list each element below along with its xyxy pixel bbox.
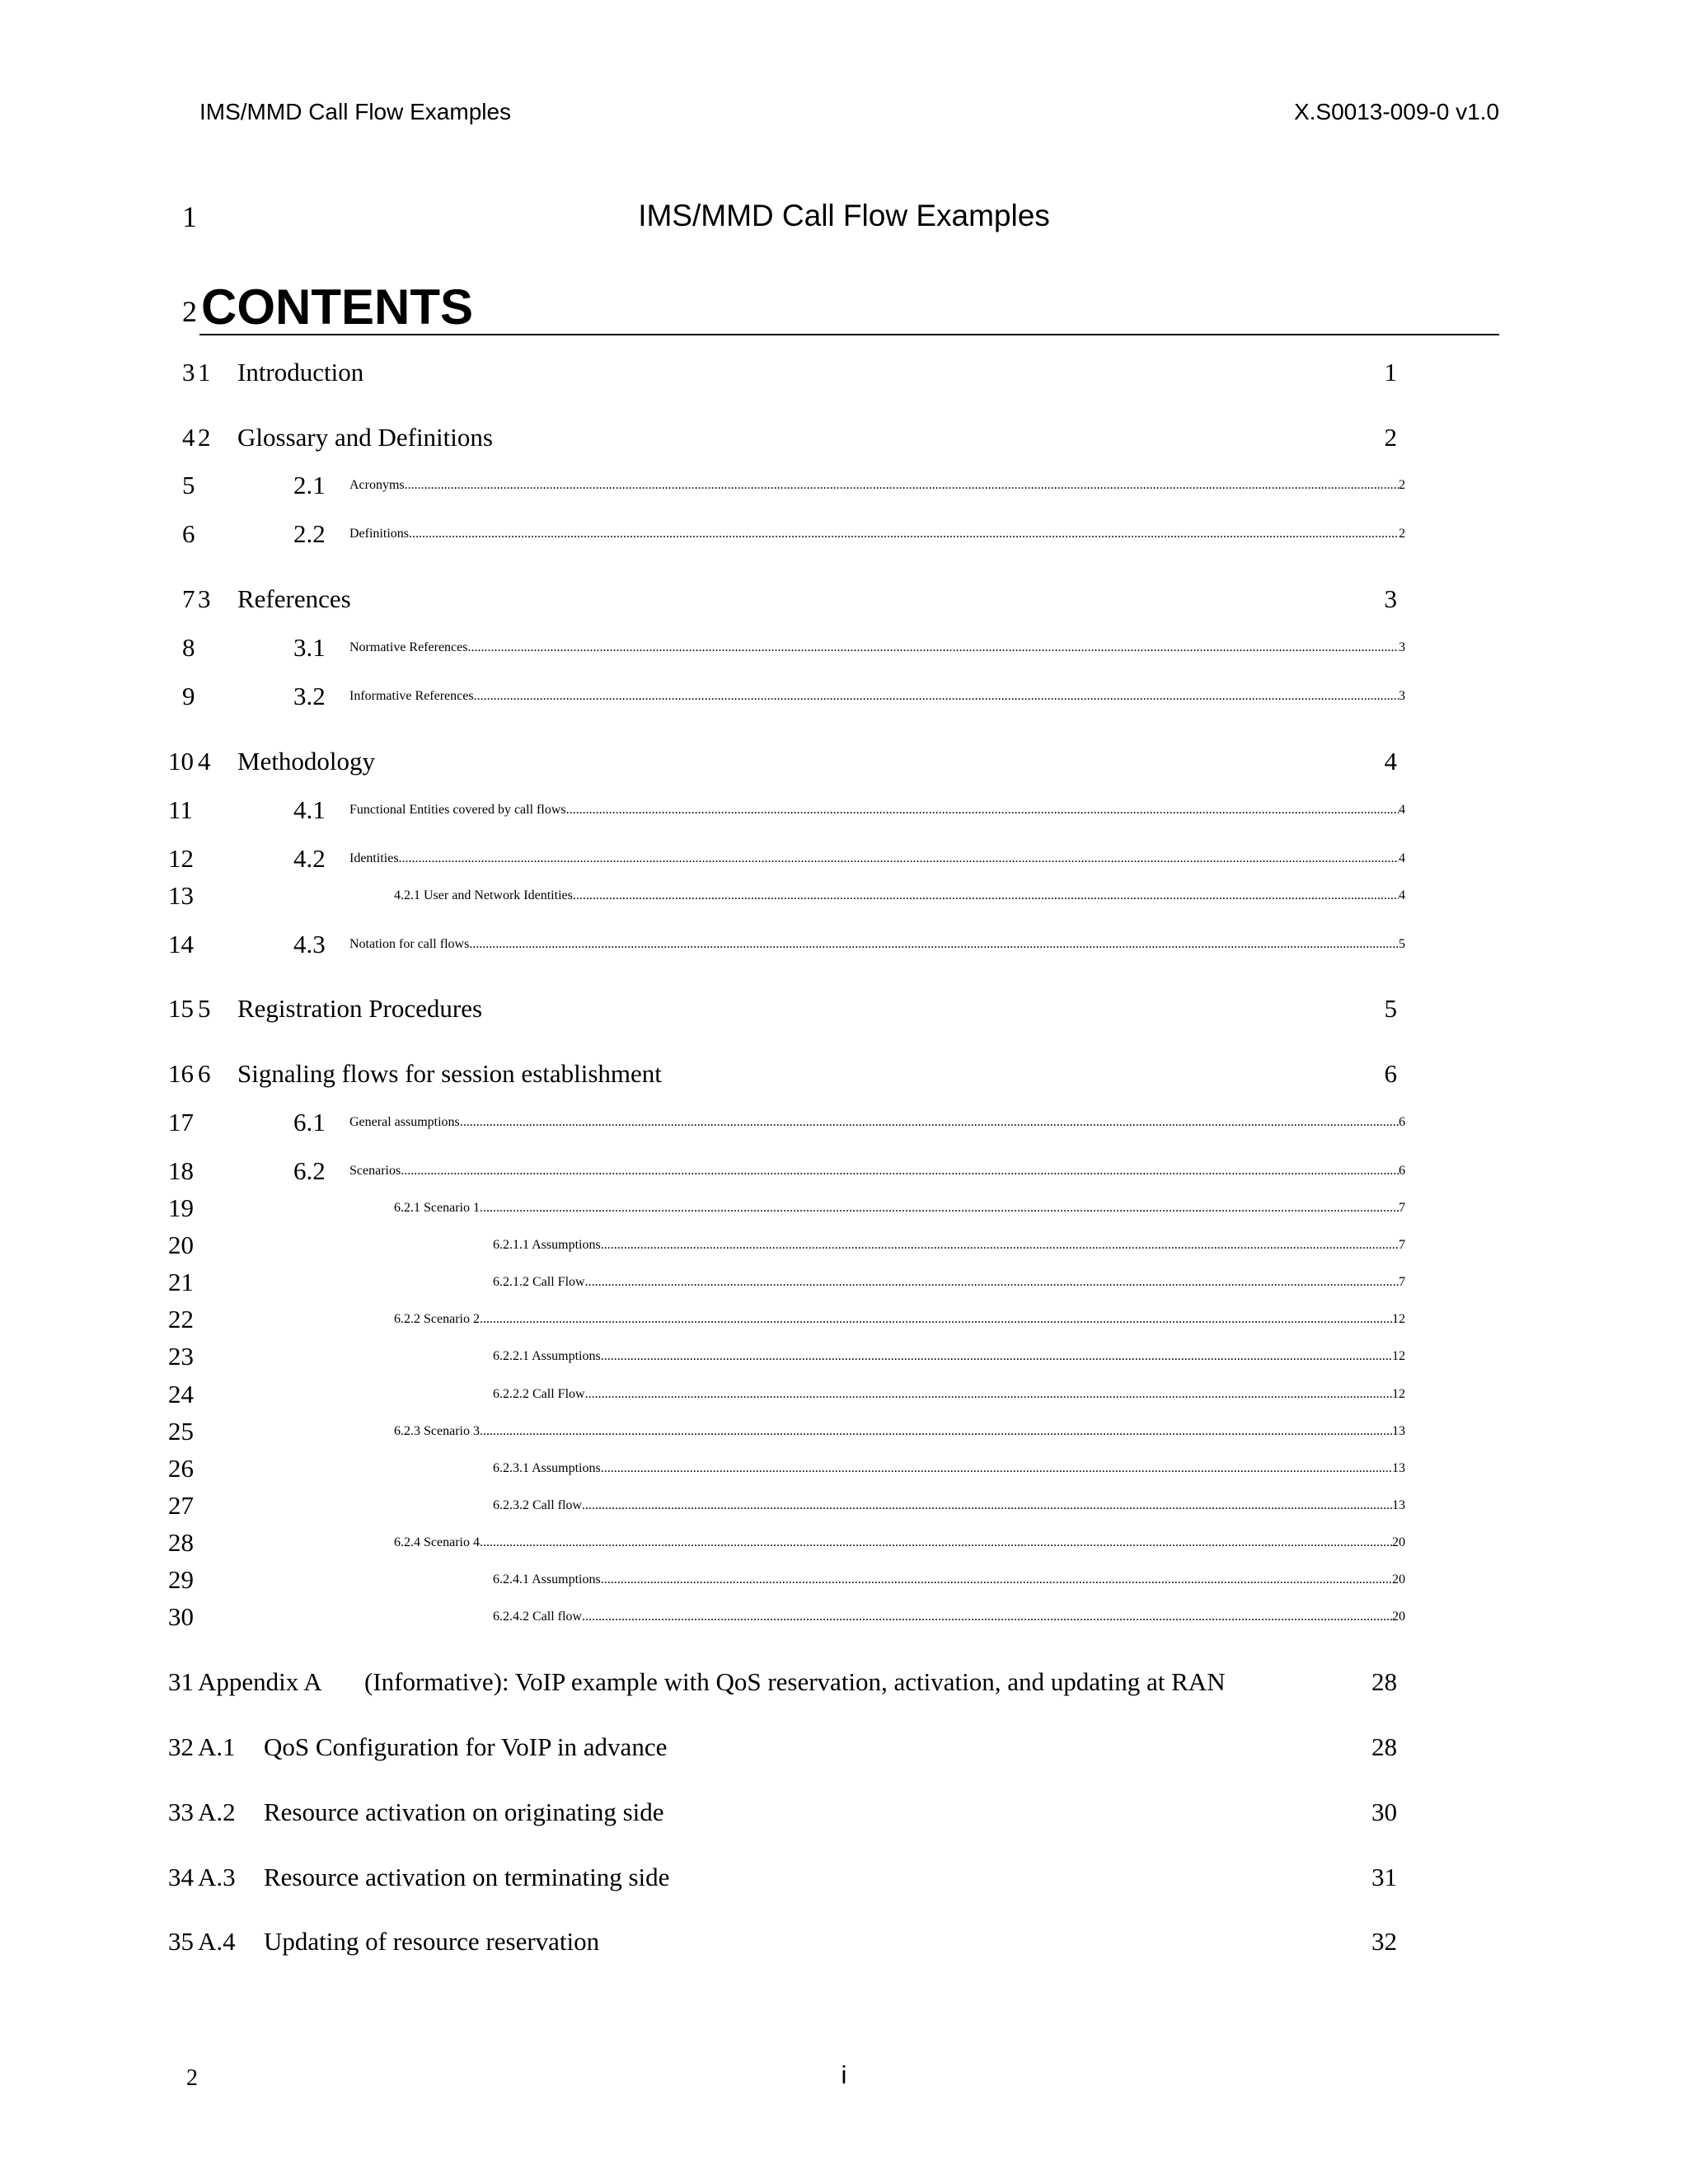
footer-page-number: i	[841, 2060, 847, 2089]
toc-entry[interactable]	[0, 630, 1688, 666]
toc-title: QoS Configuration for VoIP in advance	[264, 1732, 668, 1761]
toc-number: A.3	[198, 1863, 236, 1891]
toc-title: Definitions	[349, 527, 409, 541]
toc-dotted-line	[349, 841, 1405, 877]
toc-page: 6	[1384, 1059, 1397, 1088]
toc-title: 6.2.3 Scenario 3	[394, 1424, 480, 1438]
toc-entry[interactable]	[0, 841, 1688, 877]
toc-leader-dots	[601, 1451, 1392, 1487]
toc-dotted-line	[349, 1153, 1405, 1189]
toc-title: Identities	[349, 851, 399, 865]
toc-number: 3	[198, 584, 211, 613]
toc-page: 20	[1392, 1610, 1405, 1624]
toc-page: 2	[1399, 478, 1405, 492]
toc-number: A.2	[198, 1797, 236, 1826]
footer-line-number: 2	[186, 2065, 198, 2091]
toc-dotted-line	[493, 1488, 1405, 1524]
toc-entry[interactable]	[0, 581, 1688, 617]
toc-page: 4	[1399, 851, 1405, 865]
toc-title: Resource activation on terminating side	[264, 1863, 670, 1891]
line-number: 16	[168, 1059, 194, 1088]
toc-title: 4.2.1 User and Network Identities	[394, 888, 573, 902]
line-number: 10	[168, 747, 194, 776]
toc-page: 31	[1372, 1863, 1397, 1891]
toc-leader-dots	[601, 1338, 1392, 1375]
toc-entry[interactable]	[0, 1264, 1688, 1301]
toc-entry[interactable]	[0, 1562, 1688, 1598]
toc-page: 13	[1392, 1424, 1405, 1438]
toc-entry[interactable]	[0, 1153, 1688, 1189]
toc-title: 6.2.2.1 Assumptions	[493, 1349, 601, 1363]
toc-page: 12	[1392, 1387, 1405, 1401]
toc-entry[interactable]	[0, 419, 1688, 456]
line-number: 6	[182, 519, 195, 548]
line-number: 19	[168, 1193, 194, 1222]
toc-entry[interactable]	[0, 1056, 1688, 1092]
toc-page: 1	[1384, 358, 1397, 387]
toc-title: Resource activation on originating side	[264, 1797, 664, 1826]
toc-entry[interactable]	[0, 1376, 1688, 1413]
line-number: 31	[168, 1667, 194, 1696]
toc-dotted-line	[493, 1227, 1405, 1263]
toc-entry[interactable]	[0, 1599, 1688, 1635]
toc-leader-dots	[467, 630, 1399, 666]
toc-title: 6.2.4 Scenario 4	[394, 1535, 480, 1549]
toc-page: 4	[1399, 888, 1405, 902]
toc-entry[interactable]	[0, 1227, 1688, 1263]
toc-entry[interactable]	[0, 1729, 1688, 1765]
toc-leader-dots	[601, 1227, 1399, 1263]
toc-dotted-line	[394, 1413, 1405, 1450]
toc-page: 7	[1399, 1201, 1405, 1215]
line-number: 5	[182, 471, 195, 499]
toc-title: Acronyms	[349, 478, 405, 492]
line-number: 25	[168, 1417, 194, 1446]
toc-page: 28	[1372, 1732, 1397, 1761]
toc-entry[interactable]	[0, 1488, 1688, 1524]
toc-dotted-line	[493, 1264, 1405, 1301]
contents-heading: CONTENTS	[201, 279, 473, 335]
line-number: 18	[168, 1156, 194, 1185]
toc-entry[interactable]	[0, 1859, 1688, 1896]
line-number: 20	[168, 1230, 194, 1259]
line-number: 21	[168, 1268, 194, 1296]
line-number: 33	[168, 1797, 194, 1826]
line-number: 12	[168, 844, 194, 873]
toc-page: 5	[1399, 937, 1405, 951]
toc-entry[interactable]	[0, 1794, 1688, 1830]
toc-number: 4.1	[293, 795, 326, 824]
toc-number: 2.2	[293, 519, 326, 548]
toc-leader-dots	[474, 678, 1399, 715]
toc-entry[interactable]	[0, 516, 1688, 552]
toc-entry[interactable]	[0, 743, 1688, 780]
toc-dotted-line	[493, 1562, 1405, 1598]
line-number: 3	[182, 358, 195, 387]
toc-title: References	[237, 584, 351, 613]
toc-number: 1	[198, 358, 211, 387]
toc-page: 3	[1384, 584, 1397, 613]
toc-dotted-line	[349, 630, 1405, 666]
toc-entry[interactable]	[0, 792, 1688, 828]
toc-entry[interactable]	[0, 1338, 1688, 1375]
toc-title: 6.2.3.2 Call flow	[493, 1498, 582, 1512]
toc-leader-dots	[582, 1599, 1392, 1635]
toc-number: Appendix A	[198, 1667, 322, 1696]
line-number: 2	[182, 295, 197, 328]
toc-title: 6.2.4.1 Assumptions	[493, 1572, 601, 1586]
toc-leader-dots	[585, 1376, 1392, 1413]
line-number: 8	[182, 633, 195, 662]
toc-title: Signaling flows for session establishment	[237, 1059, 662, 1088]
toc-number: 5	[198, 994, 211, 1023]
toc-leader-dots	[573, 878, 1399, 914]
line-number: 34	[168, 1863, 194, 1891]
line-number: 7	[182, 584, 195, 613]
toc-page: 30	[1372, 1797, 1397, 1826]
toc-number: 4	[198, 747, 211, 776]
toc-dotted-line	[493, 1338, 1405, 1375]
toc-dotted-line	[394, 1301, 1405, 1338]
line-number: 15	[168, 994, 194, 1023]
toc-number: 2	[198, 423, 211, 452]
toc-entry[interactable]	[0, 467, 1688, 504]
toc-number: 6.2	[293, 1156, 326, 1185]
toc-title: Functional Entities covered by call flows	[349, 803, 566, 817]
toc-leader-dots	[480, 1525, 1392, 1561]
toc-page: 12	[1392, 1349, 1405, 1363]
toc-dotted-line	[349, 926, 1405, 963]
toc-entry[interactable]	[0, 878, 1688, 914]
toc-leader-dots	[409, 516, 1399, 552]
toc-title: Updating of resource reservation	[264, 1927, 600, 1956]
toc-dotted-line	[349, 678, 1405, 715]
toc-number: 4.2	[293, 844, 326, 873]
toc-leader-dots	[566, 792, 1399, 828]
toc-page: 5	[1384, 994, 1397, 1023]
toc-dotted-line	[394, 1525, 1405, 1561]
line-number: 28	[168, 1528, 194, 1557]
running-header-title: IMS/MMD Call Flow Examples	[199, 99, 512, 124]
toc-page: 3	[1399, 689, 1405, 703]
toc-title: Informative References	[349, 689, 474, 703]
line-number: 27	[168, 1491, 194, 1520]
toc-number: 6.1	[293, 1108, 326, 1137]
line-number: 35	[168, 1927, 194, 1956]
toc-page: 20	[1392, 1535, 1405, 1549]
toc-number: A.4	[198, 1927, 236, 1956]
toc-title: 6.2.2 Scenario 2	[394, 1312, 480, 1326]
line-number: 26	[168, 1454, 194, 1483]
document-title: IMS/MMD Call Flow Examples	[638, 199, 1050, 232]
line-number: 22	[168, 1305, 194, 1333]
running-header-docnum: X.S0013-009-0 v1.0	[1293, 99, 1499, 124]
toc-title: 6.2.4.2 Call flow	[493, 1610, 582, 1624]
toc-entry[interactable]	[0, 354, 1688, 391]
line-number: 9	[182, 682, 195, 710]
toc-dotted-line	[349, 1104, 1405, 1141]
toc-title: General assumptions	[349, 1115, 460, 1129]
toc-page: 20	[1392, 1572, 1405, 1586]
toc-leader-dots	[480, 1190, 1399, 1226]
toc-title: (Informative): VoIP example with QoS reservation, activation, and updating at RAN	[364, 1667, 1226, 1696]
line-number: 14	[168, 930, 194, 958]
toc-title: Glossary and Definitions	[237, 423, 493, 452]
toc-dotted-line	[493, 1376, 1405, 1413]
toc-leader-dots	[460, 1104, 1399, 1141]
toc-page: 2	[1384, 423, 1397, 452]
toc-page: 13	[1392, 1461, 1405, 1475]
toc-number: 6	[198, 1059, 211, 1088]
toc-page: 32	[1372, 1927, 1397, 1956]
toc-entry[interactable]	[0, 1301, 1688, 1338]
toc-number: 2.1	[293, 471, 326, 499]
toc-page: 2	[1399, 527, 1405, 541]
toc-title: Registration Procedures	[237, 994, 483, 1023]
toc-page: 3	[1399, 640, 1405, 654]
toc-leader-dots	[582, 1488, 1392, 1524]
toc-title: 6.2.1.1 Assumptions	[493, 1238, 601, 1252]
toc-number: A.1	[198, 1732, 236, 1761]
toc-page: 13	[1392, 1498, 1405, 1512]
toc-title: 6.2.1 Scenario 1	[394, 1201, 480, 1215]
toc-entry[interactable]	[0, 1451, 1688, 1487]
toc-leader-dots	[480, 1413, 1392, 1450]
toc-number: 3.1	[293, 633, 326, 662]
toc-entry[interactable]	[0, 1104, 1688, 1141]
toc-entry[interactable]	[0, 1664, 1688, 1700]
toc-leader-dots	[399, 841, 1399, 877]
toc-title: 6.2.2.2 Call Flow	[493, 1387, 585, 1401]
toc-title: Scenarios	[349, 1164, 401, 1178]
toc-dotted-line	[394, 878, 1405, 914]
line-number: 13	[168, 881, 194, 910]
line-number: 29	[168, 1565, 194, 1594]
line-number: 1	[182, 200, 197, 233]
toc-leader-dots	[401, 1153, 1399, 1189]
toc-title: Methodology	[237, 747, 376, 776]
line-number: 17	[168, 1108, 194, 1137]
line-number: 24	[168, 1380, 194, 1408]
toc-dotted-line	[493, 1599, 1405, 1635]
line-number: 30	[168, 1602, 194, 1631]
toc-page: 4	[1399, 803, 1405, 817]
toc-leader-dots	[585, 1264, 1399, 1301]
toc-entry[interactable]	[0, 1190, 1688, 1226]
toc-page: 4	[1384, 747, 1397, 776]
toc-title: Introduction	[237, 358, 364, 387]
toc-entry[interactable]	[0, 678, 1688, 715]
toc-entry[interactable]	[0, 926, 1688, 963]
toc-entry[interactable]	[0, 1525, 1688, 1561]
heading-rule	[199, 334, 1499, 335]
line-number: 32	[168, 1732, 194, 1761]
toc-dotted-line	[349, 792, 1405, 828]
line-number: 4	[182, 423, 195, 452]
toc-entry[interactable]	[0, 1924, 1688, 1960]
toc-leader-dots	[405, 467, 1399, 504]
toc-title: Normative References	[349, 640, 468, 654]
toc-leader-dots	[480, 1301, 1392, 1338]
toc-dotted-line	[349, 516, 1405, 552]
toc-dotted-line	[394, 1190, 1405, 1226]
toc-number: 4.3	[293, 930, 326, 958]
toc-page: 28	[1372, 1667, 1397, 1696]
toc-page: 7	[1399, 1238, 1405, 1252]
toc-page: 12	[1392, 1312, 1405, 1326]
toc-leader-dots	[469, 926, 1399, 963]
line-number: 11	[168, 795, 193, 824]
toc-dotted-line	[349, 467, 1405, 504]
toc-page: 7	[1399, 1275, 1405, 1289]
toc-page: 6	[1399, 1164, 1405, 1178]
toc-leader-dots	[601, 1562, 1392, 1598]
toc-entry[interactable]	[0, 1413, 1688, 1450]
toc-title: Notation for call flows	[349, 937, 470, 951]
toc-number: 3.2	[293, 682, 326, 710]
line-number: 23	[168, 1342, 194, 1371]
toc-title: 6.2.3.1 Assumptions	[493, 1461, 601, 1475]
toc-page: 6	[1399, 1115, 1405, 1129]
toc-entry[interactable]	[0, 991, 1688, 1027]
toc-dotted-line	[493, 1451, 1405, 1487]
toc-title: 6.2.1.2 Call Flow	[493, 1275, 585, 1289]
